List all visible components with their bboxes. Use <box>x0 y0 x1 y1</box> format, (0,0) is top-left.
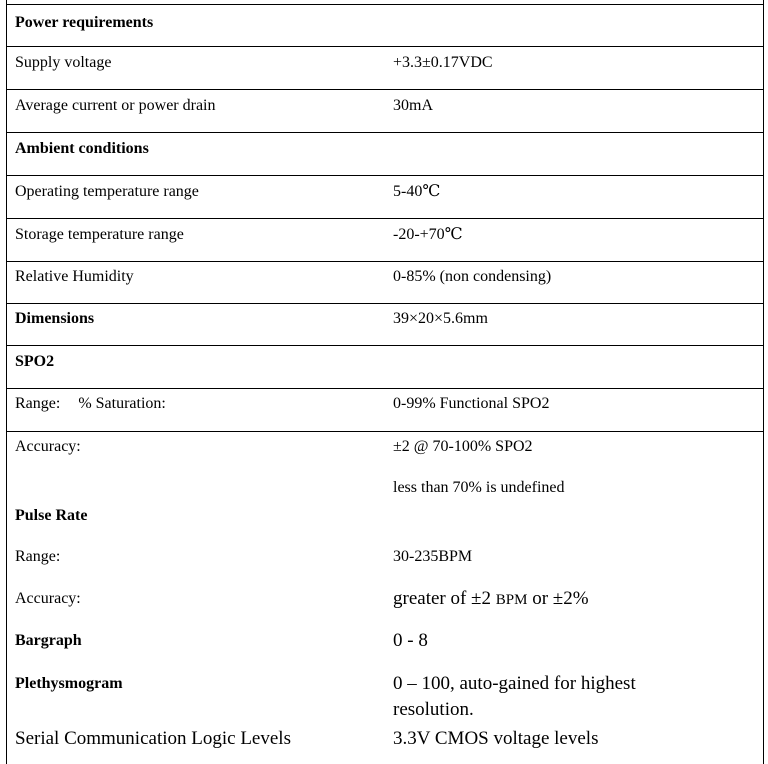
storage-temp-label: Storage temperature range <box>15 226 184 243</box>
row-pulse-header <box>7 502 763 542</box>
spo2-accuracy-label: Accuracy: <box>15 438 81 455</box>
row-supply-voltage <box>7 47 763 90</box>
supply-voltage-label: Supply voltage <box>15 54 112 71</box>
storage-temp-value: -20-+70℃ <box>393 226 463 243</box>
bargraph-label: Bargraph <box>15 632 82 649</box>
row-humidity <box>7 262 763 304</box>
spec-table <box>6 0 764 764</box>
pulse-header: Pulse Rate <box>15 507 88 524</box>
row-pulse-accuracy <box>7 584 763 626</box>
spo2-range-value: 0-99% Functional SPO2 <box>393 395 550 412</box>
pulse-range-label: Range: <box>15 548 61 565</box>
row-serial-logic <box>7 724 763 764</box>
row-plethysmogram <box>7 668 763 726</box>
power-header: Power requirements <box>15 14 154 31</box>
op-temp-label: Operating temperature range <box>15 183 199 200</box>
row-spo2-header <box>7 346 763 389</box>
row-dimensions <box>7 304 763 346</box>
dimensions-label: Dimensions <box>15 310 95 327</box>
pleth-value-2: resolution. <box>393 699 474 720</box>
serial-label: Serial Communication Logic Levels <box>15 728 291 749</box>
spo2-range-label <box>15 390 166 417</box>
serial-value: 3.3V CMOS voltage levels <box>393 728 599 749</box>
row-bargraph <box>7 626 763 668</box>
bargraph-value: 0 - 8 <box>393 630 428 651</box>
spo2-range-label-b: % Saturation: <box>78 395 166 412</box>
pleth-value-1: 0 – 100, auto-gained for highest <box>393 673 636 694</box>
pulse-accuracy-value-c: or ±2% <box>532 588 589 609</box>
pulse-accuracy-value-b: BPM <box>495 592 528 608</box>
pulse-accuracy-value-a: greater of ±2 <box>393 588 491 609</box>
avg-current-label: Average current or power drain <box>15 97 216 114</box>
row-avg-current <box>7 90 763 133</box>
row-pulse-range <box>7 542 763 584</box>
op-temp-value: 5-40℃ <box>393 183 441 200</box>
row-ambient-header <box>7 133 763 176</box>
spo2-accuracy-value-1: ±2 @ 70-100% SPO2 <box>393 438 533 455</box>
avg-current-value: 30mA <box>393 97 433 114</box>
pleth-label: Plethysmogram <box>15 675 123 692</box>
humidity-value: 0-85% (non condensing) <box>393 268 552 285</box>
row-op-temp <box>7 176 763 219</box>
humidity-label: Relative Humidity <box>15 268 134 285</box>
dimensions-value: 39×20×5.6mm <box>393 310 488 327</box>
pulse-range-value: 30-235BPM <box>393 548 473 565</box>
spo2-header: SPO2 <box>15 353 55 370</box>
ambient-header: Ambient conditions <box>15 140 149 157</box>
spo2-accuracy-value-2: less than 70% is undefined <box>393 479 565 496</box>
row-storage-temp <box>7 219 763 262</box>
pulse-accuracy-label: Accuracy: <box>15 590 81 607</box>
row-spo2-accuracy <box>7 432 763 504</box>
spo2-range-label-a: Range: <box>15 395 61 412</box>
row-power-header <box>7 5 763 47</box>
row-spo2-range <box>7 389 763 432</box>
supply-voltage-value: +3.3±0.17VDC <box>393 54 493 71</box>
pulse-accuracy-value <box>393 585 589 614</box>
